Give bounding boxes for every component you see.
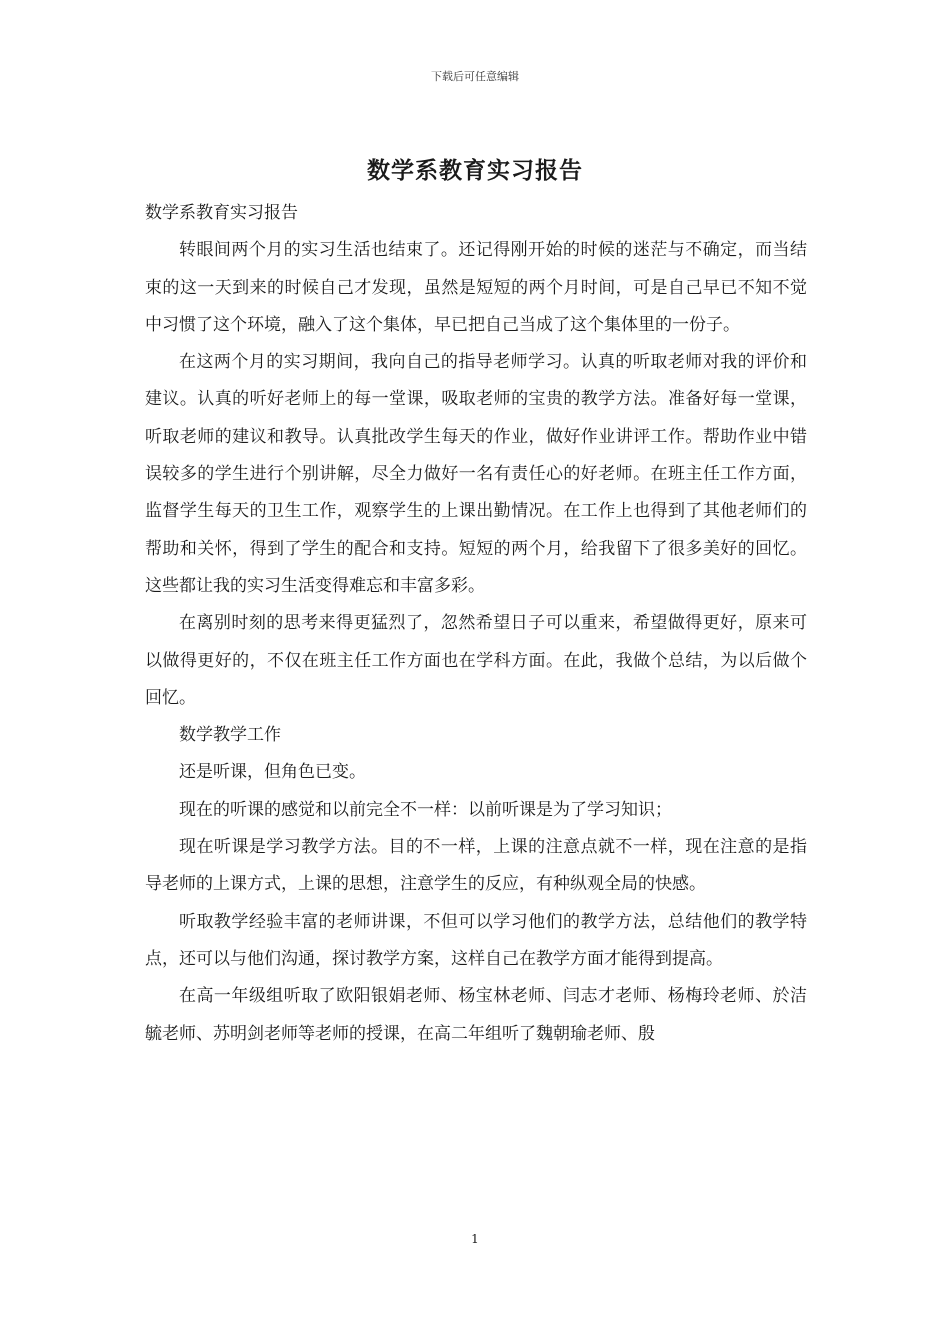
document-body [145,195,807,1053]
paragraph: 还是听课，但角色已变。 [179,762,366,783]
paragraph: 现在听课是学习教学方法。目的不一样，上课的注意点就不一样，现在注意的是指导老师的上课方式，上课的思想，注意学生的反应，有种纵观全局的快感。 [145,837,807,895]
header-note: 下载后可任意编辑 [431,70,519,83]
paragraph: 在离别时刻的思考来得更猛烈了，忽然希望日子可以重来，希望做得更好，原来可以做得更好的，不仅在班主任工作方面也在学科方面。在此，我做个总结，为以后做个回忆。 [145,613,807,708]
paragraph: 听取教学经验丰富的老师讲课，不但可以学习他们的教学方法，总结他们的教学特点，还可以与他们沟通，探讨教学方案，这样自己在教学方面才能得到提高。 [145,911,807,969]
document-title: 数学系教育实习报告 [367,157,583,184]
paragraph: 转眼间两个月的实习生活也结束了。还记得刚开始的时候的迷茫与不确定，而当结束的这一天到来的时候自己才发现，虽然是短短的两个月时间，可是自己早已不知不觉中习惯了这个环境，融入了这个集体，早已把自己当成了这个集体里的一份子。 [145,240,807,335]
page-number: 1 [471,1232,479,1246]
paragraph: 在这两个月的实习期间，我向自己的指导老师学习。认真的听取老师对我的评价和建议。认真的听好老师上的每一堂课，吸取老师的宝贵的教学方法。准备好每一堂课，听取老师的建议和教导。认真批改学生每天的作业，做好作业讲评工作。帮助作业中错误较多的学生进行个别讲解，尽全力做好一名有责任心的好老师。在班主任工作方面，监督学生每天的卫生工作，观察学生的上课出勤情况。在工作上也得到了其他老师们的帮助和关怀，得到了学生的配合和支持。短短的两个月，给我留下了很多美好的回忆。这些都让我的实习生活变得难忘和丰富多彩。 [145,352,807,596]
section-heading: 数学教学工作 [179,725,281,746]
subtitle-line: 数学系教育实习报告 [145,203,298,223]
paragraph: 在高一年级组听取了欧阳银娟老师、杨宝林老师、闫志才老师、杨梅玲老师、於洁毓老师、苏明剑老师等老师的授课，在高二年组听了魏朝瑜老师、殷 [145,986,807,1044]
paragraph: 现在的听课的感觉和以前完全不一样：以前听课是为了学习知识； [179,799,672,820]
